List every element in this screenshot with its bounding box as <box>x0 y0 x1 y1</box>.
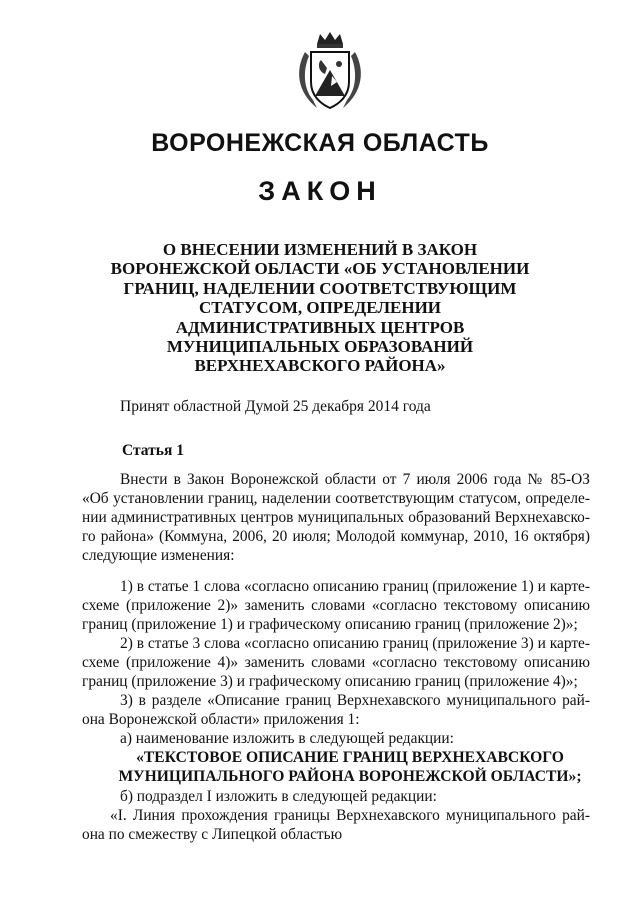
adoption-date: Принят областной Думой 25 декабря 2014 года <box>120 398 431 415</box>
law-title <box>110 240 530 376</box>
article-heading: Статья 1 <box>122 442 184 459</box>
document-type: ЗАКОН <box>258 176 382 206</box>
list-item-line: 2) в статье 3 слова «согласно описанию границ (приложение 3) и карте- <box>120 635 590 652</box>
quote-line: «I. Линия прохождения границы Верхнехавского муниципального рай- <box>110 807 590 824</box>
paragraph-line: нии административных центров муниципальных образований Верхнехавско- <box>82 509 590 526</box>
region-title: ВОРОНЕЖСКАЯ ОБЛАСТЬ <box>151 129 489 157</box>
law-title-line: ВОРОНЕЖСКОЙ ОБЛАСТИ «ОБ УСТАНОВЛЕНИИ <box>110 259 530 279</box>
section-heading-line: «ТЕКСТОВОЕ ОПИСАНИЕ ГРАНИЦ ВЕРХНЕХАВСКОГО <box>136 749 564 766</box>
law-title-line: АДМИНИСТРАТИВНЫХ ЦЕНТРОВ <box>175 317 465 337</box>
paragraph-line: го района» (Коммуна, 2006, 20 июля; Молодой коммунар, 2010, 16 октября) <box>82 528 590 545</box>
quote-line: она по смежеству с Липецкой областью <box>82 826 343 843</box>
coat-of-arms-icon <box>287 30 373 116</box>
law-title-line: МУНИЦИПАЛЬНЫХ ОБРАЗОВАНИЙ <box>166 337 474 357</box>
law-title-line: ГРАНИЦ, НАДЕЛЕНИИ СООТВЕТСТВУЮЩИМ <box>123 278 517 298</box>
list-item-line: границ (приложение 3) и графическому описанию границ (приложение 4)»; <box>82 673 578 690</box>
list-item-line: 1) в статье 1 слова «согласно описанию границ (приложение 1) и карте- <box>120 578 590 595</box>
paragraph-line: следующие изменения: <box>82 547 235 564</box>
list-item-line: схеме (приложение 4)» заменить словами «согласно текстовому описанию <box>82 654 590 671</box>
list-item-line: схеме (приложение 2)» заменить словами «согласно текстовому описанию <box>82 597 590 614</box>
law-title-line: ВЕРХНЕХАВСКОГО РАЙОНА» <box>194 356 446 376</box>
paragraph-line: Внести в Закон Воронежской области от 7 июля 2006 года № 85-ОЗ <box>120 471 590 488</box>
list-item-line: она Воронежской области» приложения 1: <box>82 711 360 728</box>
list-item-line: 3) в разделе «Описание границ Верхнехавского муниципального рай- <box>120 692 590 709</box>
paragraph-line: «Об установлении границ, наделении соответствующим статусом, определе- <box>82 490 590 507</box>
section-heading-line: МУНИЦИПАЛЬНОГО РАЙОНА ВОРОНЕЖСКОЙ ОБЛАСТИ»; <box>118 768 582 785</box>
list-item-line: границ (приложение 1) и графическому описанию границ (приложение 2)»; <box>82 616 578 633</box>
list-item-line: а) наименование изложить в следующей редакции: <box>120 730 454 747</box>
list-item-line: б) подраздел I изложить в следующей редакции: <box>120 788 437 805</box>
law-title-line: О ВНЕСЕНИИ ИЗМЕНЕНИЙ В ЗАКОН <box>162 240 478 259</box>
law-title-line: СТАТУСОМ, ОПРЕДЕЛЕНИИ <box>198 298 442 318</box>
